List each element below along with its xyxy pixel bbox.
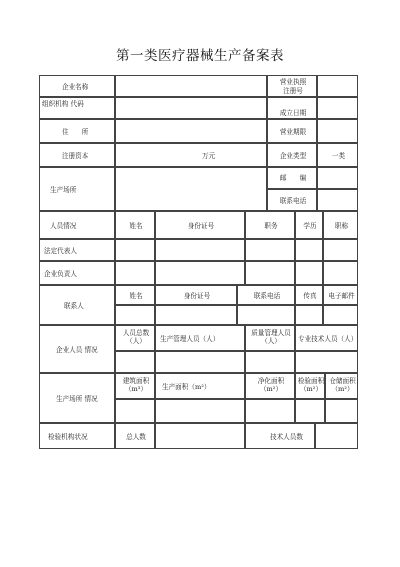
clean-area-label: 净化面积（m²） bbox=[257, 377, 285, 394]
contact-col-phone-cell bbox=[237, 285, 295, 305]
clean-area-label-cell bbox=[245, 373, 295, 399]
staff-label-cell bbox=[39, 325, 115, 373]
principal-label-cell bbox=[39, 261, 115, 285]
founded-label: 成立日期 bbox=[279, 109, 307, 117]
legal-rep-label-cell bbox=[39, 239, 115, 261]
principal-label: 企业负责人 bbox=[44, 270, 77, 278]
org-code-label-cell bbox=[39, 97, 115, 119]
staff-label: 企业人员 情况 bbox=[56, 346, 98, 354]
col-name: 姓名 bbox=[129, 222, 143, 230]
address-field[interactable] bbox=[115, 119, 267, 143]
lab-total-label-cell bbox=[115, 423, 155, 449]
company-type-label-cell bbox=[267, 143, 317, 167]
license-no-label-cell bbox=[267, 75, 317, 97]
license-no-label-line2: 注册号 bbox=[283, 87, 303, 95]
col-education: 学历 bbox=[303, 222, 317, 230]
site-status-label-cell bbox=[39, 373, 115, 423]
principal-name-field[interactable] bbox=[115, 261, 155, 285]
prod-area-label: 生产面积（m²） bbox=[162, 383, 211, 391]
legal-rep-education-field[interactable] bbox=[295, 239, 323, 261]
contact-name-field[interactable] bbox=[115, 305, 155, 325]
contact-label: 联系人 bbox=[64, 302, 84, 310]
site-label: 生产场所 bbox=[50, 186, 77, 194]
contact-id-field[interactable] bbox=[155, 305, 237, 325]
prod-area-label-cell bbox=[155, 373, 245, 399]
capital-unit: 万元 bbox=[202, 152, 216, 160]
contact-col-id: 身份证号 bbox=[183, 292, 211, 300]
test-area-field[interactable] bbox=[295, 399, 325, 423]
building-area-field[interactable] bbox=[115, 399, 155, 423]
term-label: 营业期限 bbox=[279, 128, 307, 136]
site-label-cell bbox=[39, 167, 115, 211]
storage-area-label-cell bbox=[325, 373, 358, 399]
term-label-cell bbox=[267, 119, 317, 143]
col-position: 职务 bbox=[264, 222, 278, 230]
company-name-label: 企业名称 bbox=[62, 83, 89, 91]
contact-col-fax-cell bbox=[295, 285, 323, 305]
legal-rep-label: 法定代表人 bbox=[44, 247, 77, 255]
registration-form bbox=[40, 76, 359, 456]
org-code-field[interactable] bbox=[115, 97, 267, 119]
principal-title-field[interactable] bbox=[323, 261, 358, 285]
company-name-label-cell bbox=[39, 75, 115, 97]
staff-total-label-cell bbox=[115, 325, 155, 351]
contact-phone-field[interactable] bbox=[237, 305, 295, 325]
building-area-label-cell bbox=[115, 373, 155, 399]
lab-label: 检验机构状况 bbox=[48, 433, 88, 441]
building-area-label: 建筑面积（m³） bbox=[122, 377, 150, 394]
page-title: 第一类医疗器械生产备案表 bbox=[116, 48, 284, 64]
col-title: 职称 bbox=[334, 222, 349, 230]
test-area-label-cell bbox=[295, 373, 325, 399]
company-name-field[interactable] bbox=[115, 75, 267, 97]
contact-col-phone: 联系电话 bbox=[253, 292, 281, 300]
phone-label-cell bbox=[267, 189, 317, 211]
lab-tech-label: 技术人员数 bbox=[270, 433, 303, 441]
tech-staff-label: 专业技术人员（人） bbox=[298, 335, 358, 343]
contact-col-name-cell bbox=[115, 285, 155, 305]
staff-total-field[interactable] bbox=[115, 351, 155, 373]
capital-label: 注册资本 bbox=[62, 152, 89, 160]
contact-col-email-cell bbox=[323, 285, 358, 305]
col-title-cell bbox=[323, 211, 358, 239]
contact-fax-field[interactable] bbox=[295, 305, 323, 325]
site-status-label: 生产场所 情况 bbox=[56, 395, 98, 403]
personnel-label-cell bbox=[39, 211, 115, 239]
tech-staff-label-cell bbox=[295, 325, 358, 351]
postcode-label-cell bbox=[267, 167, 317, 189]
founded-label-cell bbox=[267, 97, 317, 119]
quality-mgmt-field[interactable] bbox=[245, 351, 295, 373]
storage-area-label: 仓储面积（m²） bbox=[329, 377, 356, 394]
col-id-cell bbox=[155, 211, 245, 239]
site-field[interactable] bbox=[115, 167, 267, 211]
contact-email-field[interactable] bbox=[323, 305, 358, 325]
company-type-value: 一类 bbox=[331, 152, 346, 160]
tech-staff-field[interactable] bbox=[295, 351, 358, 373]
legal-rep-position-field[interactable] bbox=[245, 239, 295, 261]
legal-rep-name-field[interactable] bbox=[115, 239, 155, 261]
staff-total-label: 人员总数（人） bbox=[122, 329, 150, 346]
term-field[interactable] bbox=[317, 119, 358, 143]
legal-rep-id-field[interactable] bbox=[155, 239, 245, 261]
lab-total-label: 总人数 bbox=[126, 433, 146, 441]
license-no-field[interactable] bbox=[317, 75, 358, 97]
company-type-field[interactable] bbox=[317, 143, 358, 167]
lab-tech-field[interactable] bbox=[315, 423, 358, 449]
license-no-label-line1: 营业执照 bbox=[279, 78, 307, 86]
address-label-cell bbox=[39, 119, 115, 143]
col-education-cell bbox=[295, 211, 323, 239]
storage-area-field[interactable] bbox=[325, 399, 358, 423]
org-code-label: 组织机构 代码 bbox=[42, 100, 84, 108]
test-area-label: 检验面积（m²） bbox=[297, 377, 325, 394]
principal-id-field[interactable] bbox=[155, 261, 245, 285]
principal-education-field[interactable] bbox=[295, 261, 323, 285]
postcode-field[interactable] bbox=[317, 167, 358, 189]
prod-area-field[interactable] bbox=[155, 399, 245, 423]
capital-label-cell bbox=[39, 143, 115, 167]
col-position-cell bbox=[245, 211, 295, 239]
principal-position-field[interactable] bbox=[245, 261, 295, 285]
prod-mgmt-field[interactable] bbox=[155, 351, 245, 373]
prod-mgmt-label-cell bbox=[155, 325, 245, 351]
contact-col-id-cell bbox=[155, 285, 237, 305]
founded-field[interactable] bbox=[317, 97, 358, 119]
contact-col-fax: 传真 bbox=[303, 292, 317, 300]
capital-field[interactable] bbox=[115, 143, 267, 167]
contact-col-email: 电子邮件 bbox=[328, 292, 355, 300]
col-id: 身份证号 bbox=[187, 222, 215, 230]
lab-label-cell bbox=[39, 423, 115, 449]
clean-area-field[interactable] bbox=[245, 399, 295, 423]
contact-col-name: 姓名 bbox=[129, 292, 143, 300]
col-name-cell bbox=[115, 211, 155, 239]
quality-mgmt-label: 质量管理人员（人） bbox=[251, 329, 291, 346]
lab-tech-label-cell bbox=[245, 423, 315, 449]
quality-mgmt-label-cell bbox=[245, 325, 295, 351]
phone-field[interactable] bbox=[317, 189, 358, 211]
company-type-label: 企业类型 bbox=[279, 152, 307, 160]
prod-mgmt-label: 生产管理人员（人） bbox=[160, 335, 220, 343]
personnel-label: 人员情况 bbox=[50, 222, 77, 230]
contact-label-cell bbox=[39, 285, 115, 325]
legal-rep-title-field[interactable] bbox=[323, 239, 358, 261]
address-label: 住 所 bbox=[62, 128, 89, 136]
lab-total-field[interactable] bbox=[155, 423, 245, 449]
postcode-label: 邮 编 bbox=[279, 174, 307, 182]
phone-label: 联系电话 bbox=[279, 197, 307, 205]
